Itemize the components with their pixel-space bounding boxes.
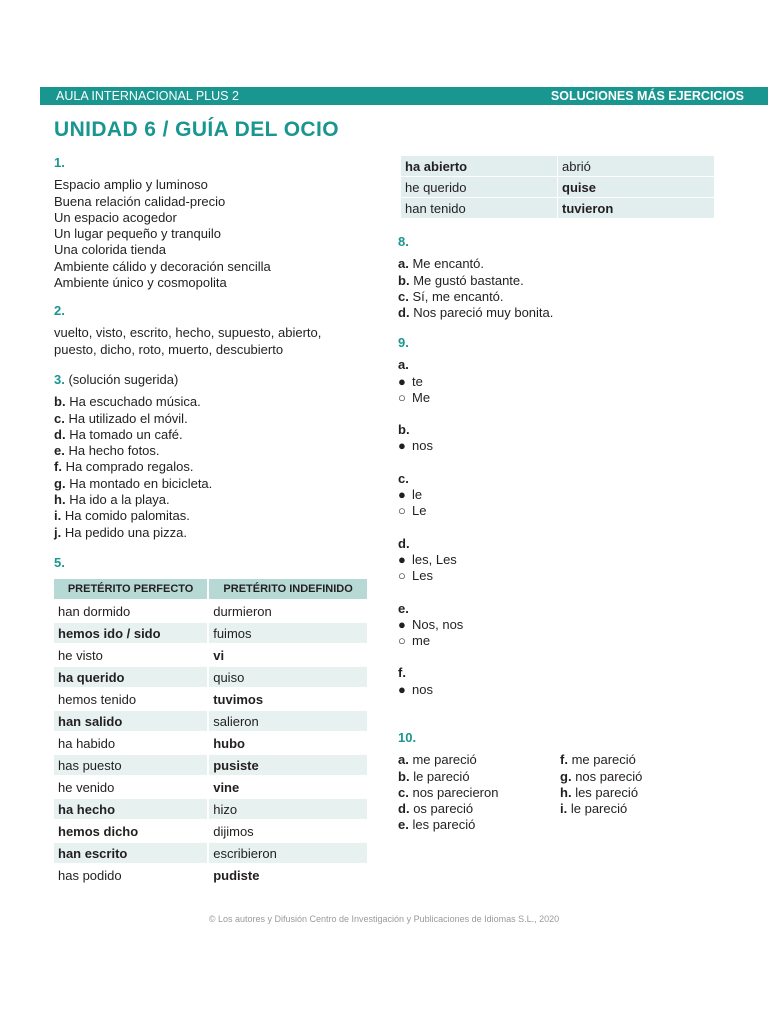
- answer-item: h. Ha ido a la playa.: [54, 492, 170, 508]
- section-number: 5.: [54, 555, 65, 570]
- answer-item: b. le pareció: [398, 768, 470, 784]
- table-row: ha habido hubo: [54, 731, 369, 753]
- section-1: [54, 155, 271, 291]
- table-row: han dormido durmieron: [54, 599, 369, 621]
- group-letter: e.: [398, 600, 409, 616]
- table-row: hemos ido / sido fuimos: [54, 621, 369, 643]
- answer-item: g. nos pareció: [560, 768, 643, 784]
- bullet-icon: ●: [398, 438, 406, 454]
- section-number: 8.: [398, 234, 409, 249]
- section-number: 3. (solución sugerida): [54, 372, 179, 387]
- header-bar: [40, 87, 768, 105]
- verb-table-continued: [400, 155, 715, 219]
- section-10: [398, 730, 642, 834]
- column-header: PRETÉRITO PERFECTO: [54, 579, 209, 599]
- answer-line: Una colorida tienda: [54, 242, 167, 258]
- answer-item: d. Ha tomado un café.: [54, 426, 183, 442]
- column-header: PRETÉRITO INDEFINIDO: [209, 579, 369, 599]
- copyright-footer: © Los autores y Difusión Centro de Investigación y Publicaciones de Idiomas S.L., 2020: [208, 914, 560, 924]
- answer-item: j. Ha pedido una pizza.: [54, 524, 188, 540]
- table-row: he querido quise: [401, 177, 715, 198]
- answer-item: f. me pareció: [560, 752, 636, 768]
- table-row: ha hecho hizo: [54, 797, 369, 819]
- circle-icon: ○: [398, 568, 406, 584]
- bullet-icon: ●: [398, 373, 406, 389]
- answer-item: a. me pareció: [398, 752, 477, 768]
- answer-line: Ambiente único y cosmopolita: [54, 275, 227, 291]
- group-letter: a.: [398, 357, 409, 373]
- list-item: ○ Le: [398, 503, 427, 519]
- section-5: [54, 555, 65, 571]
- answer-item: e. Ha hecho fotos.: [54, 443, 160, 459]
- group-letter: b.: [398, 422, 410, 438]
- answer-item: f. Ha comprado regalos.: [54, 459, 194, 475]
- section-8: [398, 234, 553, 321]
- answer-line: puesto, dicho, roto, muerto, descubierto: [54, 341, 284, 357]
- bullet-icon: ●: [398, 551, 406, 567]
- section-2: [54, 303, 321, 358]
- section-number: 1.: [54, 155, 65, 170]
- answer-item: h. les pareció: [560, 784, 639, 800]
- table-row: he venido vine: [54, 775, 369, 797]
- answer-item: c. Ha utilizado el móvil.: [54, 410, 188, 426]
- circle-icon: ○: [398, 389, 406, 405]
- table-row: ha querido quiso: [54, 665, 369, 687]
- section-3: [54, 372, 212, 541]
- list-item: ○ Me: [398, 389, 431, 405]
- table-row: ha abierto abrió: [401, 156, 715, 177]
- table-row: has podido pudiste: [54, 863, 369, 885]
- group-letter: d.: [398, 535, 410, 551]
- answer-item: i. Ha comido palomitas.: [54, 508, 190, 524]
- section-number: 2.: [54, 303, 65, 318]
- table-row: han salido salieron: [54, 709, 369, 731]
- table-row: hemos tenido tuvimos: [54, 687, 369, 709]
- answer-item: e. les pareció: [398, 817, 476, 833]
- table-row: has puesto pusiste: [54, 753, 369, 775]
- answer-line: Un lugar pequeño y tranquilo: [54, 226, 221, 242]
- table-row: han tenido tuvieron: [401, 198, 715, 219]
- list-item: ○ me: [398, 633, 431, 649]
- section-number: 10.: [398, 730, 417, 745]
- bullet-icon: ●: [398, 487, 406, 503]
- answer-line: Un espacio acogedor: [54, 209, 177, 225]
- section-9: [398, 335, 463, 698]
- circle-icon: ○: [398, 633, 406, 649]
- list-item: ● nos: [398, 681, 433, 697]
- answer-item: a. Me encantó.: [398, 256, 485, 272]
- answer-item: c. nos parecieron: [398, 784, 499, 800]
- answer-item: d. os pareció: [398, 801, 474, 817]
- table-row: hemos dicho dijimos: [54, 819, 369, 841]
- answer-line: Buena relación calidad-precio: [54, 193, 226, 209]
- answer-item: c. Sí, me encantó.: [398, 288, 504, 304]
- answer-line: Ambiente cálido y decoración sencilla: [54, 258, 271, 274]
- column-right: [560, 752, 642, 833]
- verb-table: [54, 579, 369, 885]
- answer-item: b. Me gustó bastante.: [398, 272, 524, 288]
- circle-icon: ○: [398, 503, 406, 519]
- bullet-icon: ●: [398, 681, 406, 697]
- answer-line: Espacio amplio y luminoso: [54, 177, 208, 193]
- group-letter: f.: [398, 665, 406, 681]
- answer-line: vuelto, visto, escrito, hecho, supuesto, abierto,: [54, 325, 322, 341]
- list-item: ● nos: [398, 438, 433, 454]
- answer-item: g. Ha montado en bicicleta.: [54, 475, 213, 491]
- group-letter: c.: [398, 470, 409, 486]
- book-title: AULA INTERNACIONAL PLUS 2: [56, 89, 239, 103]
- column-left: [398, 752, 560, 833]
- table-row: he visto vi: [54, 643, 369, 665]
- answer-item: b. Ha escuchado música.: [54, 394, 201, 410]
- list-item: ● les, Les: [398, 551, 457, 567]
- list-item: ● le: [398, 487, 423, 503]
- list-item: ● te: [398, 373, 423, 389]
- section-note: (solución sugerida): [68, 372, 179, 387]
- section-label: SOLUCIONES MÁS EJERCICIOS: [550, 89, 744, 103]
- bullet-icon: ●: [398, 616, 406, 632]
- table-row: han escrito escribieron: [54, 841, 369, 863]
- answer-item: i. le pareció: [560, 801, 628, 817]
- page-title: UNIDAD 6 / GUÍA DEL OCIO: [54, 118, 339, 141]
- list-item: ○ Les: [398, 568, 433, 584]
- list-item: ● Nos, nos: [398, 616, 464, 632]
- answer-item: d. Nos pareció muy bonita.: [398, 305, 554, 321]
- section-number: 9.: [398, 335, 409, 350]
